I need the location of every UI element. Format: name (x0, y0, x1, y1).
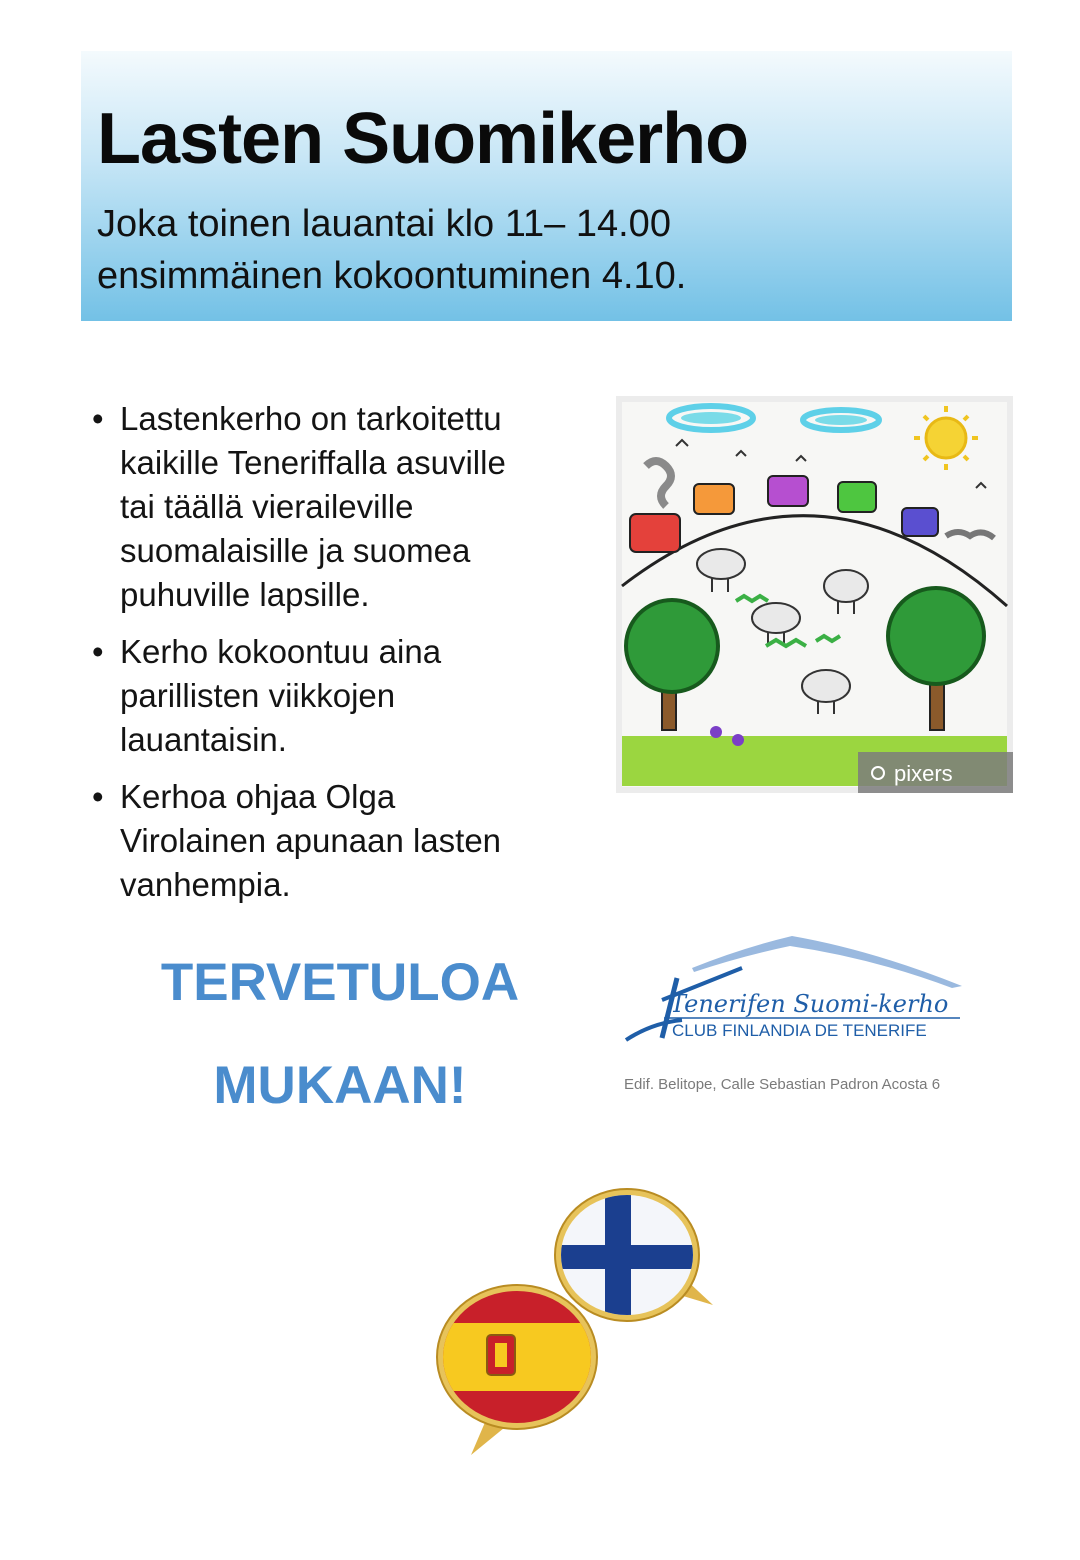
bullet-line: vanhempia. (120, 866, 291, 903)
tree-icon (888, 588, 984, 684)
bullet-item-purpose (92, 397, 592, 617)
page-title: Lasten Suomikerho (97, 99, 749, 179)
welcome-line-1: TERVETULOA (160, 953, 520, 1012)
mountain-icon (692, 936, 962, 988)
bullet-symbol: • (92, 633, 104, 670)
subtitle-schedule: Joka toinen lauantai klo 11– 14.00 (97, 203, 671, 245)
club-logo (622, 928, 972, 1053)
bullet-line: parillisten viikkojen (120, 677, 396, 714)
train-car-icon (902, 508, 938, 536)
tree-icon (626, 600, 718, 692)
header-banner (81, 51, 1012, 321)
bullet-item-leader (92, 775, 592, 907)
train-engine-icon (630, 514, 680, 552)
bullet-line: puhuville lapsille. (120, 576, 370, 613)
flower-icon (710, 726, 722, 738)
bullet-line: kaikille Teneriffalla asuville (120, 444, 506, 481)
spain-finland-speech-bubbles (425, 1175, 725, 1465)
bullet-line: suomalaisille ja suomea (120, 532, 471, 569)
welcome-line-2: MUKAAN! (213, 1056, 467, 1115)
bullet-line: tai täällä vieraileville (120, 488, 414, 525)
logo-name: Tenerifen Suomi-kerho (670, 990, 949, 1018)
address-text: Edif. Belitope, Calle Sebastian Padron Acosta 6 (624, 1076, 941, 1093)
cloud-fill (815, 415, 867, 425)
bullet-line: Lastenkerho on tarkoitettu (120, 400, 502, 437)
bullet-line: Virolainen apunaan lasten (120, 822, 502, 859)
bullet-item-schedule (92, 630, 592, 762)
train-car-icon (838, 482, 876, 512)
flower-icon (732, 734, 744, 746)
info-bullet-list (92, 397, 592, 920)
train-car-icon (694, 484, 734, 514)
subtitle-first-meeting: ensimmäinen kokoontuminen 4.10. (97, 255, 687, 297)
bullet-line: Kerho kokoontuu aina (120, 633, 442, 670)
logo-subtitle: CLUB FINLANDIA DE TENERIFE (672, 1021, 927, 1040)
childrens-drawing-illustration (616, 396, 1013, 793)
bullet-symbol: • (92, 400, 104, 437)
sun-icon (926, 418, 966, 458)
watermark-text: pixers (894, 761, 953, 786)
bullet-line: Kerhoa ohjaa Olga (120, 778, 396, 815)
page-subtitle (97, 198, 686, 302)
cloud-fill (681, 412, 741, 424)
bullet-symbol: • (92, 778, 104, 815)
train-car-icon (768, 476, 808, 506)
bullet-line: lauantaisin. (120, 721, 287, 758)
